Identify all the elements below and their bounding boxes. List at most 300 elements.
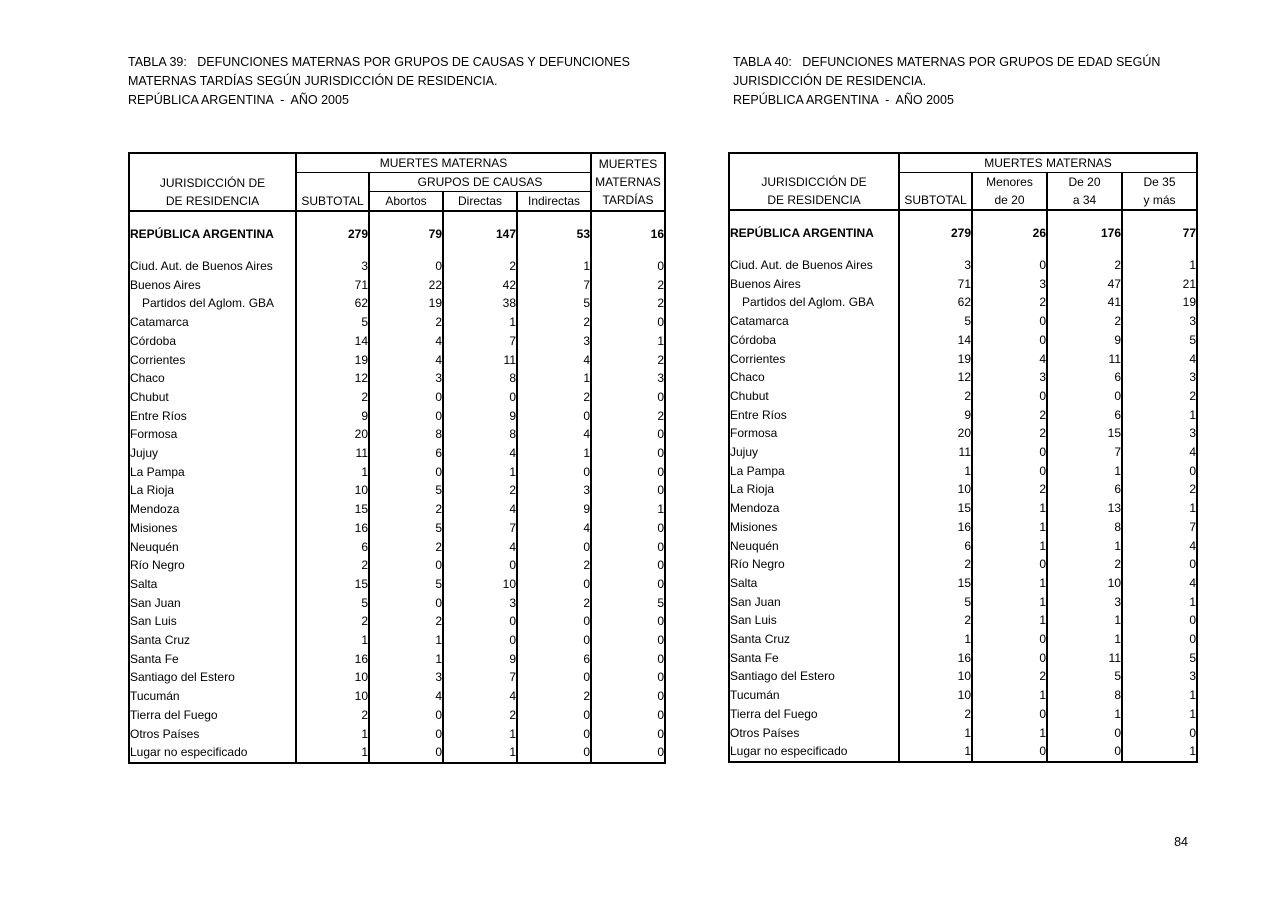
value-cell: 3 (1122, 424, 1197, 443)
value-cell: 1 (296, 631, 369, 650)
value-cell: 1 (899, 630, 972, 649)
value-cell: 0 (1122, 630, 1197, 649)
value-cell: 0 (443, 612, 517, 631)
value-cell: 2 (517, 556, 591, 575)
table-row (729, 256, 1197, 275)
value-cell: 2 (296, 706, 369, 725)
value-cell: 3 (591, 369, 665, 388)
table-row (729, 462, 1197, 481)
value-cell: 9 (443, 407, 517, 426)
table-row (729, 630, 1197, 649)
table-row (729, 667, 1197, 686)
value-cell: 9 (443, 650, 517, 669)
jurisdiction-cell: Chubut (730, 388, 769, 403)
muertes-maternas-group-header: MUERTES MATERNAS (899, 153, 1197, 173)
jurisdiction-cell: Catamarca (730, 314, 789, 329)
menores-header-line2: de 20 (994, 193, 1025, 207)
table-row (729, 331, 1197, 350)
value-cell: 2 (591, 276, 665, 295)
table-row (729, 443, 1197, 462)
jurisdiction-cell: La Rioja (730, 482, 775, 497)
value-cell: 9 (899, 406, 972, 425)
jurisdiction-cell: Salta (730, 575, 758, 590)
jurisdiction-cell: Misiones (730, 519, 778, 534)
grupos-de-causas-header: GRUPOS DE CAUSAS (369, 173, 591, 192)
value-cell: 71 (899, 275, 972, 294)
jurisdiction-cell: Neuquén (130, 539, 179, 554)
value-cell: 12 (296, 369, 369, 388)
value-cell: 0 (517, 538, 591, 557)
value-cell: 5 (296, 313, 369, 332)
jurisdiction-cell: Tierra del Fuego (130, 707, 218, 722)
value-cell: 0 (517, 631, 591, 650)
value-cell: 1 (1122, 406, 1197, 425)
value-cell: 11 (443, 351, 517, 370)
jurisdiction-cell: Mendoza (130, 502, 180, 517)
jurisdiction-cell: Formosa (730, 426, 778, 441)
table40-title-line2: JURISDICCIÓN DE RESIDENCIA. (733, 74, 927, 88)
value-cell: 0 (517, 725, 591, 744)
value-cell: 1 (369, 631, 443, 650)
jurisdiction-cell: Jujuy (730, 445, 759, 460)
value-cell: 0 (972, 555, 1047, 574)
value-cell: 5 (899, 593, 972, 612)
value-cell: 2 (972, 406, 1047, 425)
total-row (729, 210, 1197, 256)
jurisdiction-header-line1: JURISDICCIÓN DE (159, 176, 266, 190)
value-cell: 41 (1047, 293, 1122, 312)
value-cell: 0 (591, 612, 665, 631)
table-row (729, 406, 1197, 425)
jurisdiction-cell: Río Negro (130, 558, 185, 573)
jurisdiction-cell: San Juan (730, 594, 781, 609)
value-cell: 1 (1047, 630, 1122, 649)
value-cell: 3 (972, 368, 1047, 387)
value-cell: 42 (443, 276, 517, 295)
value-cell: 5 (369, 519, 443, 538)
value-cell: 2 (1047, 312, 1122, 331)
value-cell: 3 (443, 594, 517, 613)
value-cell: 1 (899, 724, 972, 743)
value-cell: 13 (1047, 499, 1122, 518)
value-cell: 10 (899, 667, 972, 686)
value-cell: 0 (443, 631, 517, 650)
value-cell: 53 (517, 211, 591, 257)
table-row (129, 631, 665, 650)
table-row (729, 518, 1197, 537)
value-cell: 1 (1122, 705, 1197, 724)
value-cell: 1 (1122, 686, 1197, 705)
jurisdiction-cell: La Pampa (130, 464, 185, 479)
value-cell: 0 (369, 463, 443, 482)
table-row (729, 742, 1197, 762)
value-cell: 0 (972, 331, 1047, 350)
value-cell: 1 (443, 313, 517, 332)
jurisdiction-cell: Santa Cruz (130, 633, 191, 648)
value-cell: 15 (899, 499, 972, 518)
table-row (729, 705, 1197, 724)
value-cell: 0 (1047, 724, 1122, 743)
value-cell: 0 (972, 462, 1047, 481)
table-row (129, 481, 665, 500)
tardias-header-line3: TARDÍAS (602, 193, 654, 207)
table-row (729, 649, 1197, 668)
table-row (729, 499, 1197, 518)
value-cell: 0 (1047, 387, 1122, 406)
value-cell: 5 (296, 594, 369, 613)
jurisdiction-cell: Buenos Aires (130, 277, 201, 292)
value-cell: 9 (1047, 331, 1122, 350)
value-cell: 62 (899, 293, 972, 312)
value-cell: 4 (443, 538, 517, 557)
value-cell: 2 (899, 555, 972, 574)
de20-header-line2: a 34 (1072, 193, 1097, 207)
jurisdiction-cell: Neuquén (730, 538, 779, 553)
value-cell: 1 (443, 463, 517, 482)
value-cell: 2 (591, 351, 665, 370)
value-cell: 1 (972, 499, 1047, 518)
value-cell: 1 (296, 743, 369, 763)
value-cell: 0 (517, 463, 591, 482)
value-cell: 2 (443, 481, 517, 500)
value-cell: 8 (1047, 518, 1122, 537)
value-cell: 7 (1047, 443, 1122, 462)
table-row (129, 594, 665, 613)
value-cell: 2 (517, 594, 591, 613)
value-cell: 279 (296, 211, 369, 257)
value-cell: 79 (369, 211, 443, 257)
value-cell: 0 (517, 407, 591, 426)
value-cell: 7 (443, 332, 517, 351)
jurisdiction-cell: Ciud. Aut. de Buenos Aires (130, 259, 273, 273)
table-row (129, 612, 665, 631)
value-cell: 0 (972, 630, 1047, 649)
value-cell: 7 (443, 668, 517, 687)
value-cell: 147 (443, 211, 517, 257)
directas-header: Directas (443, 192, 517, 212)
table-row (129, 257, 665, 276)
value-cell: 22 (369, 276, 443, 295)
table-row (729, 480, 1197, 499)
value-cell: 15 (1047, 424, 1122, 443)
table-row (729, 350, 1197, 369)
table-row (129, 425, 665, 444)
table-row (129, 444, 665, 463)
value-cell: 4 (517, 519, 591, 538)
value-cell: 4 (443, 444, 517, 463)
value-cell: 10 (296, 687, 369, 706)
value-cell: 4 (369, 332, 443, 351)
value-cell: 0 (1122, 611, 1197, 630)
value-cell: 0 (1122, 724, 1197, 743)
value-cell: 0 (369, 556, 443, 575)
value-cell: 1 (972, 518, 1047, 537)
table-row (129, 351, 665, 370)
value-cell: 3 (1122, 312, 1197, 331)
value-cell: 11 (1047, 350, 1122, 369)
value-cell: 1 (591, 332, 665, 351)
value-cell: 6 (899, 537, 972, 556)
value-cell: 0 (591, 425, 665, 444)
value-cell: 10 (899, 480, 972, 499)
subtotal-header: SUBTOTAL (899, 173, 972, 211)
value-cell: 2 (369, 538, 443, 557)
table39-title-line2: MATERNAS TARDÍAS SEGÚN JURISDICCIÓN DE RESIDENCIA. (128, 74, 498, 88)
table-row (129, 332, 665, 351)
value-cell: 0 (1122, 462, 1197, 481)
table-row (129, 668, 665, 687)
jurisdiction-cell: Entre Ríos (130, 408, 187, 423)
value-cell: 1 (1047, 611, 1122, 630)
value-cell: 11 (899, 443, 972, 462)
jurisdiction-cell: San Luis (130, 614, 177, 629)
value-cell: 0 (517, 612, 591, 631)
value-cell: 0 (591, 650, 665, 669)
total-row (129, 211, 665, 257)
muertes-maternas-group-header: MUERTES MATERNAS (296, 153, 591, 173)
value-cell: 0 (972, 649, 1047, 668)
value-cell: 6 (1047, 368, 1122, 387)
value-cell: 0 (591, 313, 665, 332)
table40-title (733, 53, 1160, 110)
value-cell: 10 (296, 668, 369, 687)
value-cell: 8 (443, 369, 517, 388)
value-cell: 0 (369, 407, 443, 426)
jurisdiction-cell: Misiones (130, 520, 178, 535)
jurisdiction-header-line1: JURISDICCIÓN DE (761, 175, 867, 189)
value-cell: 3 (517, 332, 591, 351)
table-row (729, 424, 1197, 443)
value-cell: 2 (1122, 387, 1197, 406)
table39-title-line3: REPÚBLICA ARGENTINA - AÑO 2005 (128, 93, 349, 107)
value-cell: 0 (591, 687, 665, 706)
value-cell: 1 (296, 463, 369, 482)
jurisdiction-cell: Buenos Aires (730, 276, 801, 291)
jurisdiction-header-line2: DE RESIDENCIA (767, 193, 861, 207)
table39-title (128, 53, 630, 110)
table-row (129, 575, 665, 594)
value-cell: 15 (296, 575, 369, 594)
value-cell: 2 (443, 706, 517, 725)
value-cell: 0 (369, 706, 443, 725)
value-cell: 14 (899, 331, 972, 350)
value-cell: 0 (591, 257, 665, 276)
indirectas-header: Indirectas (517, 192, 591, 212)
value-cell: 26 (972, 210, 1047, 256)
abortos-header: Abortos (369, 192, 443, 212)
jurisdiction-cell: Río Negro (730, 557, 785, 572)
table-row (129, 556, 665, 575)
value-cell: 15 (296, 500, 369, 519)
value-cell: 1 (972, 574, 1047, 593)
table-row (729, 293, 1197, 312)
table-row (729, 275, 1197, 294)
table40-header-row1 (729, 153, 1197, 173)
value-cell: 0 (517, 668, 591, 687)
value-cell: 1 (443, 725, 517, 744)
value-cell: 4 (1122, 350, 1197, 369)
value-cell: 6 (1047, 406, 1122, 425)
jurisdiction-cell: Santiago del Estero (730, 669, 835, 684)
value-cell: 2 (369, 500, 443, 519)
value-cell: 0 (972, 387, 1047, 406)
de20-header-line1: De 20 (1068, 175, 1101, 189)
value-cell: 1 (517, 369, 591, 388)
value-cell: 5 (591, 594, 665, 613)
jurisdiction-cell: Partidos del Aglom. GBA (742, 295, 875, 310)
value-cell: 19 (296, 351, 369, 370)
value-cell: 0 (369, 388, 443, 407)
value-cell: 279 (899, 210, 972, 256)
jurisdiction-cell: Chubut (130, 389, 169, 404)
value-cell: 15 (899, 574, 972, 593)
value-cell: 1 (1047, 462, 1122, 481)
table-row (729, 611, 1197, 630)
jurisdiction-cell: Tierra del Fuego (730, 706, 818, 721)
value-cell: 0 (369, 743, 443, 763)
jurisdiction-cell: Corrientes (130, 352, 186, 367)
table-row (129, 706, 665, 725)
value-cell: 4 (517, 425, 591, 444)
value-cell: 0 (591, 631, 665, 650)
jurisdiction-cell: REPÚBLICA ARGENTINA (730, 226, 874, 240)
value-cell: 2 (899, 611, 972, 630)
value-cell: 0 (517, 575, 591, 594)
value-cell: 0 (591, 388, 665, 407)
value-cell: 0 (369, 257, 443, 276)
value-cell: 1 (899, 742, 972, 762)
value-cell: 3 (899, 256, 972, 275)
value-cell: 1 (1122, 742, 1197, 762)
value-cell: 2 (972, 293, 1047, 312)
jurisdiction-cell: Santa Fe (130, 651, 179, 666)
value-cell: 5 (369, 575, 443, 594)
value-cell: 0 (1122, 555, 1197, 574)
value-cell: 176 (1047, 210, 1122, 256)
value-cell: 16 (899, 518, 972, 537)
jurisdiction-cell: San Luis (730, 613, 777, 628)
value-cell: 2 (517, 313, 591, 332)
value-cell: 16 (296, 650, 369, 669)
value-cell: 20 (296, 425, 369, 444)
table-row (129, 276, 665, 295)
value-cell: 2 (296, 388, 369, 407)
value-cell: 2 (591, 294, 665, 313)
value-cell: 4 (517, 351, 591, 370)
table-row (729, 593, 1197, 612)
jurisdiction-cell: Jujuy (130, 446, 159, 461)
value-cell: 19 (899, 350, 972, 369)
jurisdiction-cell: Catamarca (130, 315, 189, 330)
value-cell: 4 (1122, 537, 1197, 556)
value-cell: 1 (972, 611, 1047, 630)
value-cell: 11 (296, 444, 369, 463)
value-cell: 8 (1047, 686, 1122, 705)
value-cell: 4 (443, 687, 517, 706)
table39-header-row1 (129, 153, 665, 173)
value-cell: 0 (972, 705, 1047, 724)
value-cell: 1 (972, 724, 1047, 743)
menores-de-20-header (972, 173, 1047, 211)
value-cell: 8 (369, 425, 443, 444)
value-cell: 2 (517, 687, 591, 706)
table-row (729, 555, 1197, 574)
value-cell: 0 (591, 556, 665, 575)
value-cell: 0 (591, 743, 665, 763)
value-cell: 1 (369, 650, 443, 669)
value-cell: 2 (972, 424, 1047, 443)
value-cell: 77 (1122, 210, 1197, 256)
table39-causes-table (128, 152, 666, 764)
value-cell: 2 (296, 612, 369, 631)
value-cell: 10 (899, 686, 972, 705)
jurisdiction-header-line2: DE RESIDENCIA (165, 194, 260, 208)
value-cell: 0 (591, 575, 665, 594)
jurisdiction-cell: Córdoba (130, 333, 177, 348)
value-cell: 12 (899, 368, 972, 387)
value-cell: 0 (443, 388, 517, 407)
value-cell: 0 (517, 743, 591, 763)
value-cell: 16 (591, 211, 665, 257)
value-cell: 7 (443, 519, 517, 538)
value-cell: 4 (972, 350, 1047, 369)
jurisdiction-cell: Entre Ríos (730, 407, 787, 422)
value-cell: 2 (972, 667, 1047, 686)
de-20-a-34-header (1047, 173, 1122, 211)
value-cell: 1 (972, 537, 1047, 556)
value-cell: 0 (517, 706, 591, 725)
value-cell: 9 (296, 407, 369, 426)
value-cell: 1 (1122, 256, 1197, 275)
value-cell: 2 (1122, 480, 1197, 499)
value-cell: 38 (443, 294, 517, 313)
value-cell: 1 (972, 686, 1047, 705)
value-cell: 0 (591, 706, 665, 725)
page-number: 84 (1174, 835, 1188, 849)
table-row (729, 537, 1197, 556)
value-cell: 0 (591, 481, 665, 500)
value-cell: 2 (369, 313, 443, 332)
jurisdiction-cell: La Pampa (730, 463, 785, 478)
de-35-y-mas-header (1122, 173, 1197, 211)
value-cell: 47 (1047, 275, 1122, 294)
table-row (129, 650, 665, 669)
jurisdiction-cell: Corrientes (730, 351, 786, 366)
jurisdiction-cell: Ciud. Aut. de Buenos Aires (730, 258, 873, 272)
value-cell: 0 (443, 556, 517, 575)
value-cell: 2 (1047, 555, 1122, 574)
jurisdiction-cell: Salta (130, 576, 158, 591)
value-cell: 21 (1122, 275, 1197, 294)
value-cell: 2 (899, 705, 972, 724)
tardias-header-line2: MATERNAS (595, 175, 661, 189)
table-row (729, 574, 1197, 593)
value-cell: 2 (369, 612, 443, 631)
table40-title-line1: TABLA 40: DEFUNCIONES MATERNAS POR GRUPOS DE EDAD SEGÚN (733, 55, 1161, 69)
jurisdiction-cell: Santiago del Estero (130, 670, 235, 685)
value-cell: 20 (899, 424, 972, 443)
value-cell: 1 (296, 725, 369, 744)
table-row (129, 743, 665, 763)
jurisdiction-cell: Tucumán (130, 689, 180, 704)
value-cell: 10 (1047, 574, 1122, 593)
value-cell: 7 (1122, 518, 1197, 537)
value-cell: 1 (1047, 537, 1122, 556)
value-cell: 14 (296, 332, 369, 351)
value-cell: 10 (296, 481, 369, 500)
value-cell: 3 (1122, 368, 1197, 387)
value-cell: 2 (591, 407, 665, 426)
